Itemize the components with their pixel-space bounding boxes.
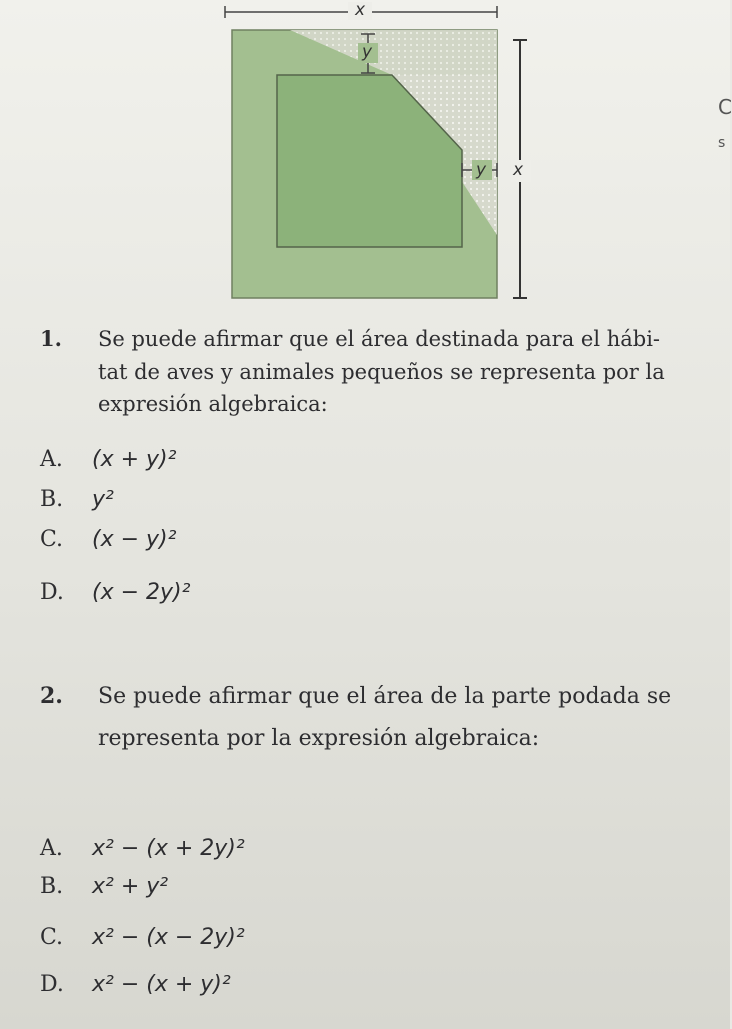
q1-option-b[interactable]: B. y² (40, 487, 114, 512)
q2-option-a[interactable]: A. x² − (x + 2y)² (40, 836, 245, 861)
label-inner-y: y (362, 42, 373, 62)
q2-option-b[interactable]: B. x² + y² (40, 874, 169, 899)
q1-option-c[interactable]: C. (x − y)² (40, 527, 177, 552)
label-top-x: x (355, 0, 366, 20)
q1-option-d[interactable]: D. (x − 2y)² (40, 580, 191, 605)
edge-mark-2: s (718, 135, 726, 151)
question-2-number: 2. (40, 683, 63, 709)
question-2 (40, 676, 710, 760)
q1-option-a[interactable]: A. (x + y)² (40, 447, 177, 472)
question-2-line1: Se puede afirmar que el área de la parte podada se (98, 684, 672, 709)
question-1-line3: expresión algebraica: (98, 392, 328, 417)
label-side-y: y (476, 160, 487, 180)
q2-option-d[interactable]: D. x² − (x + y)² (40, 972, 231, 997)
question-1-line1: Se puede afirmar que el área destinada para el hábi- (98, 327, 661, 351)
q2-option-c[interactable]: C. x² − (x − 2y)² (40, 925, 245, 950)
question-1-line2: tat de aves y animales pequeños se representa por la (98, 359, 665, 384)
question-2-line2: representa por la expresión algebraica: (98, 725, 540, 751)
label-right-x: x (513, 160, 524, 180)
question-1-number: 1. (40, 326, 62, 351)
question-1 (40, 323, 700, 421)
edge-mark-1: C (718, 95, 732, 119)
